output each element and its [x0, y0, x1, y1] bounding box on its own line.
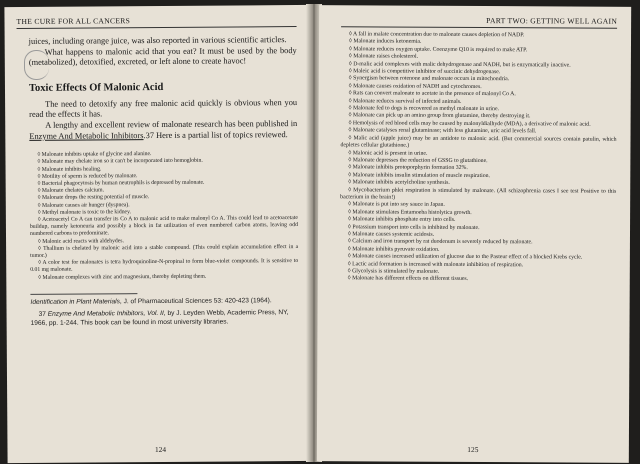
list-item: ◊ Malonate inhibits insulin stimulation of muscle respiration. [348, 172, 490, 179]
list-item: ◊ Synergism between rotenone and malonate occurs in mitochondria. [348, 75, 510, 83]
list-item: ◊ Malonate drops the resting potential of muscle. [37, 194, 150, 202]
list-item: ◊ Malonate inhibits protoporphyrin formation 32%. [348, 164, 468, 172]
list-item: ◊ Hemolysis of red blood cells may be caused by malonyldialhyde (MDA), a derivative of malonic acid. [348, 120, 591, 128]
list-item: ◊ Malonate inhibits uptake of glycine and alanine. [37, 151, 152, 159]
footnote-2-title: Enzyme And Metabolic Inhibitors, Vol. II [47, 310, 164, 319]
list-item: ◊ Malonate may chelate iron so it can't be incorporated into hemoglobin. [37, 158, 203, 166]
list-item: ◊ Malonate stimulates Entamoeba histolytica growth. [348, 209, 472, 216]
list-item: ◊ Malonate can pick up an amino group from glutamine, thereby destroying it. [348, 112, 531, 120]
list-item: ◊ Malonic acid reacts with aldehydes. [38, 237, 124, 245]
list-item: ◊ Thallium is chelated by malonic acid into a stable compound. (This could explain accumulation effect in a tumor.) [30, 243, 299, 259]
list-item: ◊ Malonate has different effects on different tissues. [347, 275, 469, 283]
footnote-1-rest: , J. of Pharmaceutical Sciences 53: 420-423 (1964). [119, 297, 272, 306]
section-paragraph-2-after: .37 Here is a partial list of topics reviewed. [143, 129, 288, 140]
footnote-1-title: Identification in Plant Materials [30, 298, 120, 306]
right-effects-list [340, 31, 617, 284]
list-item: ◊ Malonate causes air hunger (dyspnea). [37, 201, 130, 209]
intro-paragraph-2: What happens to malonic acid that you eat? It must be used by the body (metabolized), detoxified, excreted, or left alone to create havoc! [28, 45, 297, 68]
list-item: ◊ Malonate chelates calcium. [37, 187, 105, 195]
list-item: ◊ Malonate inhibits healing. [37, 165, 102, 173]
list-item: ◊ Malonate inhibits pyruvate oxidation. [347, 246, 440, 253]
list-item: ◊ Bacterial phagocytosis by human neutrophils is depressed by malonate. [37, 179, 205, 187]
list-item: ◊ Maleic acid is competitive inhibitor of succinic dehydrogenase. [348, 68, 501, 76]
reference-title: Enzyme And Metabolic Inhibitors [29, 130, 144, 141]
right-page-number: 125 [467, 444, 479, 455]
list-item: ◊ Lactic acid formation is increased with malonate inhibition of respiration. [347, 260, 524, 268]
list-item: ◊ A color test for malonates is tetra hydroquinoline-N-propinal to form blue-violet compounds. It is sensitive to 0.01 mg malonate. [30, 258, 299, 274]
list-item: ◊ Motility of sperm is reduced by malonate. [37, 172, 138, 180]
list-item: ◊ Malonate is put into soy sauce in Japan. [348, 201, 445, 209]
left-page-number: 124 [154, 444, 167, 455]
list-item: ◊ Calcium and iron transport by rat duodenum is severely reduced by malonate. [347, 238, 533, 246]
list-item: ◊ Malonic acid is present in urine. [348, 149, 428, 157]
list-item: ◊ Malonate reduces oxygen uptake. Coenzyme Q10 is required to make ATP. [348, 46, 528, 54]
list-item: ◊ Potassium transport into cells is inhibited by malonate. [348, 223, 480, 231]
footnote-1 [30, 297, 298, 307]
list-item: ◊ Malonate causes oxidation of NADH and cytochromes. [348, 83, 482, 90]
list-item: ◊ Mycobacterium phlei respiration is stimulated by malonate. (All schizophrenia cases I see test Positive to this bacterium in the brain!) [340, 186, 617, 201]
right-running-head: PART TWO: GETTING WELL AGAIN [341, 5, 617, 28]
right-page [317, 5, 631, 463]
paper-clip-icon [24, 50, 49, 80]
list-item: ◊ Malonate inhibits acetylcholine synthesis. [348, 179, 450, 186]
section-paragraph-2 [29, 119, 297, 142]
left-page [4, 5, 313, 463]
list-item: ◊ Glycolysis is stimulated by malonate. [347, 268, 440, 275]
list-item: ◊ Malonate fed to dogs is recovered as methyl malonate in urine. [348, 105, 499, 113]
list-item: ◊ Methyl malonate is toxic to the kidney. [37, 208, 131, 216]
list-item: ◊ A fall in malate concentration due to malonate causes depletion of NADP. [349, 31, 525, 39]
footnote-rule [30, 293, 137, 295]
footnote-2-rest: , by J. Leyden Webb, Academic Press, NY, 1966, pp. 1-244. This book can be found in most university libraries. [30, 309, 289, 327]
footnote-2 [31, 309, 299, 328]
list-item: ◊ Malonate causes increased utilization of glucose due to the Pasteur effect of a blocked Krebs cycle. [347, 253, 583, 261]
list-item: ◊ Malonate depresses the reduction of GSSG to glutathione. [348, 157, 488, 164]
list-item: ◊ Rats can convert malonate to acetate in the presence of malonyl Co A. [348, 90, 516, 98]
list-item: ◊ Malonate complexes with zinc and magnesium, thereby depleting them. [38, 273, 207, 281]
list-item: ◊ Malic acid (apple juice) may be an antidote to malonic acid. (But commercial sources contain patulin, which depletes cellular glutathione.) [340, 135, 617, 149]
left-running-head: THE CURE FOR ALL CANCERS [16, 5, 296, 29]
list-item: ◊ Acetoacetyl Co A can transfer its Co A to malonic acid to make malonyl Co A. This could lead to acetoacetate buildup, namely ketoneuria and possibly a block in fat utilization of even numbered carbon atoms, leaving odd numbered carbons to predominate. [29, 215, 298, 238]
list-item: ◊ D-malic acid complexes with malic dehydrogenase and NADH, but is enzymatically inactive. [348, 60, 571, 69]
intro-paragraph-1: juices, including orange juice, was also reported in various scientific articles. [28, 35, 287, 46]
list-item: ◊ Malonate reduces survival of infected animals. [348, 97, 462, 105]
list-item: ◊ Malonate raises cholesterol. [348, 53, 419, 60]
list-item: ◊ Malonate induces ketonemia. [348, 38, 422, 46]
footnote-2-number: 37 [38, 311, 48, 319]
section-paragraph-1: The need to detoxify any free malonic acid quickly is obvious when you read the effects it has. [29, 97, 298, 120]
section-heading: Toxic Effects Of Malonic Acid [28, 81, 164, 94]
list-item: ◊ Malonate inhibits phosphate entry into cells. [348, 216, 456, 224]
section-paragraph-2-before: A lengthy and excellent review of malonate research has been published in [45, 119, 298, 130]
list-item: ◊ Malonate catalyses renal glutaminase; with less glutamine, uric acid levels fall. [348, 127, 537, 135]
left-effects-list [29, 150, 298, 282]
list-item: ◊ Malonate causes systemic acidosis. [347, 231, 435, 238]
